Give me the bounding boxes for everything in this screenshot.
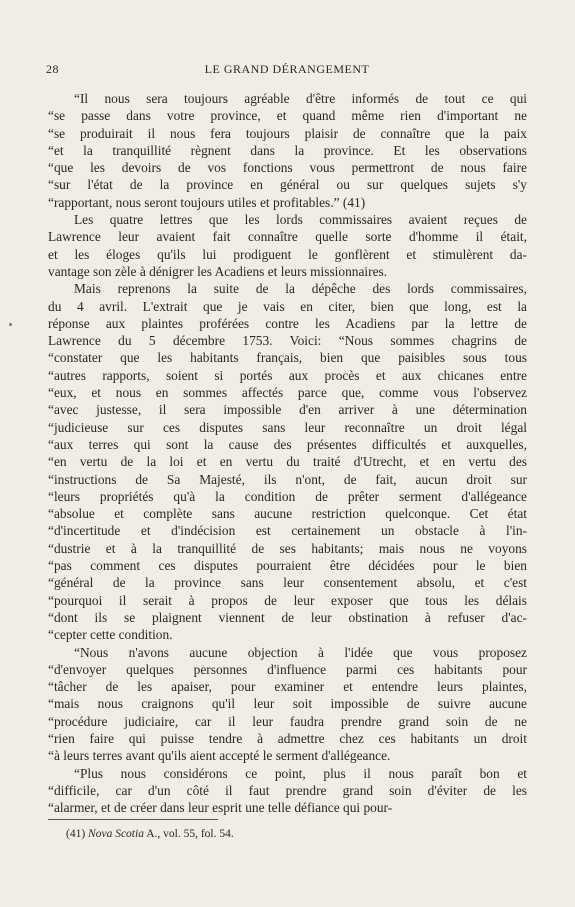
text-line: “alarmer, et de créer dans leur esprit une telle défiance qui pour- [48,800,393,816]
text-line: “difficile, car d'un côté il faut prendre grand soin d'éviter de les [48,782,527,798]
text-line: “Plus nous considérons ce point, plus il nous paraît bon et [74,765,527,781]
text-line: “d'incertitude et d'indécision est certainement un obstacle à l'in- [48,523,527,539]
text-line: Lawrence leur avaient fait connaître quelle sorte d'homme il était, [48,229,527,245]
text-line: et les éloges qu'ils lui prodiguent le gonflèrent et stimulèrent da- [48,246,527,262]
text-line: “pourquoi il serait à propos de leur exposer que tous les délais [48,592,527,608]
text-line: “pas comment ces disputes pourraient être décidées pour le bien [48,558,527,574]
text-line: vantage son zèle à dénigrer les Acadiens et leurs missionnaires. [48,263,388,279]
paragraph [48,644,527,765]
text-line: “rapportant, nous seront toujours utiles et profitables.” (41) [48,194,366,210]
text-line: “se produirait il nous fera toujours plaisir de connaître que la paix [48,125,527,141]
footnote-source: Nova Scotia [88,828,144,840]
text-line: “rien faire qui puisse tendre à admettre chez ces habitants un droit [48,730,527,746]
text-line: réponse aux plaintes proférées contre les Acadiens par la lettre de [48,315,527,331]
footnote-number: (41) [66,828,86,840]
text-line: “constater que les habitants français, bien que paisibles sous tous [48,350,527,366]
text-line: “que les devoirs de vos fonctions vous permettront de nous faire [48,160,527,176]
text-line: “général de la province sans leur consentement absolu, et c'est [48,575,527,591]
text-line: “eux, et nous en sommes affectés parce que, comme vous l'observez [48,385,527,401]
paragraph [48,211,527,280]
text-line: “Il nous sera toujours agréable d'être informés de tout ce qui [74,91,527,106]
margin-mark [9,323,12,326]
text-line: “avec justesse, il sera impossible d'en arriver à une détermination [48,402,527,418]
text-line: du 4 avril. L'extrait que je vais en citer, bien que long, est la [48,298,527,314]
paragraph [48,90,527,211]
text-line: “à leurs terres avant qu'ils aient accepté le serment d'allégeance. [48,748,391,764]
body-text [48,90,527,816]
footnote-reference: A., vol. 55, fol. 54. [146,828,234,840]
text-line: “autres rapports, soient si portés aux procès et aux chicanes entre [48,367,527,383]
text-line: “Nous n'avons aucune objection à l'idée que vous proposez [74,644,527,660]
text-line: “et la tranquillité règnent dans la province. Et les observations [48,142,527,158]
text-line: “cepter cette condition. [48,627,173,643]
text-line: “aux terres qui sont la cause des présentes difficultés et auxquelles, [48,436,527,452]
text-line: Lawrence du 5 décembre 1753. Voici: “Nous sommes chagrins de [48,333,527,349]
paragraph [48,280,527,643]
paragraph [48,765,527,817]
text-line: “dustrie et à la tranquillité de ses habitants; mais nous ne voyons [48,540,527,556]
text-line: “en vertu de la loi et en vertu du traité d'Utrecht, et en vertu des [48,454,527,470]
text-line: “sur l'état de la province en général ou sur quelques sujets s'y [48,177,527,193]
text-line: “procédure judiciaire, car il leur faudra prendre grand soin de ne [48,713,527,729]
text-line: “se passe dans votre province, et quand même rien d'important ne [48,108,527,124]
text-line: “absolue et complète sans aucune restriction quelconque. Cet état [48,506,527,522]
text-line: Mais reprenons la suite de la dépêche des lords commissaires, [74,281,527,297]
text-line: “leurs propriétés qu'à la condition de prêter serment d'allégeance [48,488,527,504]
text-line: “tâcher de les apaiser, pour examiner et entendre leurs plaintes, [48,679,527,695]
text-line: “dont ils se plaignent viennent de leur obstination à refuser d'ac- [48,609,527,625]
text-line: “d'envoyer quelques personnes d'influence parmi ces habitants pour [48,661,527,677]
text-line: Les quatre lettres que les lords commissaires avaient reçues de [74,212,527,228]
page-header [46,62,528,78]
page-number: 28 [46,62,59,76]
text-line: “judicieuse sur ces disputes sans leur reconnaître un droit légal [48,419,527,435]
footnote [66,827,506,841]
text-line: “instructions de Sa Majesté, ils n'ont, de fait, aucun droit sur [48,471,527,487]
running-title: LE GRAND DÉRANGEMENT [204,62,370,76]
text-line: “mais nous craignons qu'il leur soit impossible de suivre aucune [48,696,527,712]
footnote-rule [48,819,218,820]
